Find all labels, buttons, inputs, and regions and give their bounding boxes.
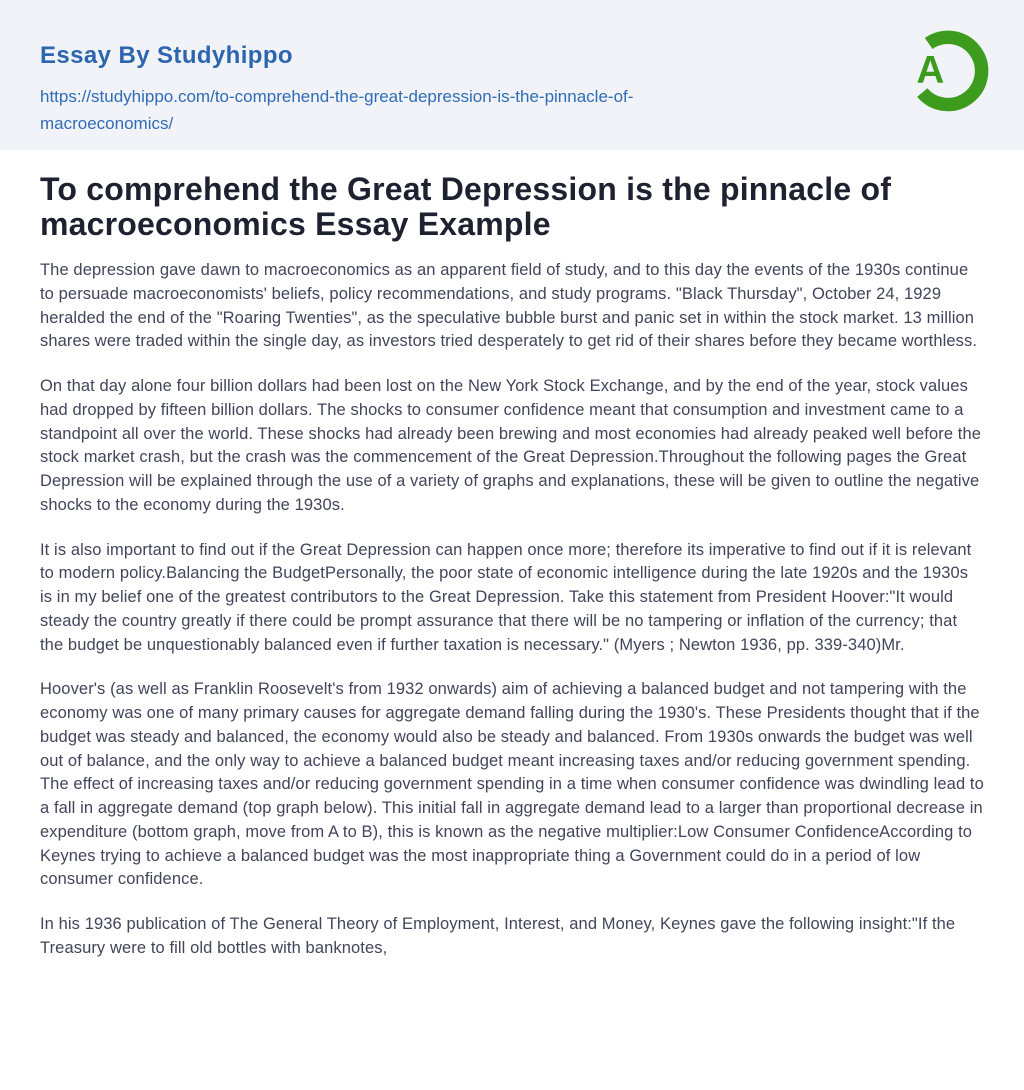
essay-paragraph-4: Hoover's (as well as Franklin Roosevelt's from 1932 onwards) aim of achieving a balanced budget and not tampering with the economy was one of many primary causes for aggregate demand falling during the 1930's. These Presidents thought that if the budget was steady and balanced, the economy would also be steady and balanced. From 1930s onwards the budget was well out of balance, and the only way to achieve a balanced budget meant increasing taxes and/or reducing government spending. The effect of increasing taxes and/or reducing government spending in a time when consumer confidence was dwindling lead to a fall in aggregate demand (top graph below). This initial fall in aggregate demand lead to a larger than proportional decrease in expenditure (bottom graph, move from A to B), this is known as the negative multiplier:Low Consumer ConfidenceAccording to Keynes trying to achieve a balanced budget was the most inappropriate thing a Government could do in a period of low consumer confidence. — [40, 680, 984, 889]
essay-body — [40, 259, 984, 961]
source-url-link[interactable]: https://studyhippo.com/to-comprehend-the-great-depression-is-the-pinnacle-of-macroeconomics/ — [40, 87, 634, 134]
essay-paragraph-1: The depression gave dawn to macroeconomics as an apparent field of study, and to this day the events of the 1930s continue to persuade macroeconomists' beliefs, policy recommendations, and study programs. "Black Thursday", October 24, 1929 heralded the end of the "Roaring Twenties", as the speculative bubble burst and panic set in within the stock market. 13 million shares were traded within the single day, as investors tried desperately to get rid of their shares before they became worthless. — [40, 261, 978, 351]
essay-paragraph-3: It is also important to find out if the Great Depression can happen once more; therefore its imperative to find out if it is relevant to modern policy.Balancing the BudgetPersonally, the poor state of economic intelligence during the late 1920s and the 1930s is in my belief one of the greatest contributors to the Great Depression. Take this statement from President Hoover:"It would steady the country greatly if there could be prompt assurance that there will be no tampering or inflation of the currency; that the budget be unquestionably balanced even if further taxation is necessary." (Myers ; Newton 1936, pp. 339-340)Mr. — [40, 540, 972, 654]
essay-paragraph-2: On that day alone four billion dollars had been lost on the New York Stock Exchange, and by the end of the year, stock values had dropped by fifteen billion dollars. The shocks to consumer confidence meant that consumption and investment came to a standpoint all over the world. These shocks had already been brewing and most economies had already peaked well before the stock market crash, but the crash was the commencement of the Great Depression.Throughout the following pages the Great Depression will be explained through the use of a variety of graphs and explanations, these will be given to outline the negative shocks to the economy during the 1930s. — [40, 377, 982, 514]
essay-paragraph-5: In his 1936 publication of The General Theory of Employment, Interest, and Money, Keynes gave the following insight:"If the Treasury were to fill old bottles with banknotes, — [40, 915, 956, 957]
page-title: To comprehend the Great Depression is the pinnacle of macroeconomics Essay Example — [40, 171, 892, 242]
site-header — [0, 0, 1024, 150]
logo-letter: A — [916, 49, 945, 93]
studyhippo-logo-icon — [906, 26, 990, 116]
site-title: Essay By Studyhippo — [40, 42, 293, 69]
essay-article — [0, 150, 1024, 961]
